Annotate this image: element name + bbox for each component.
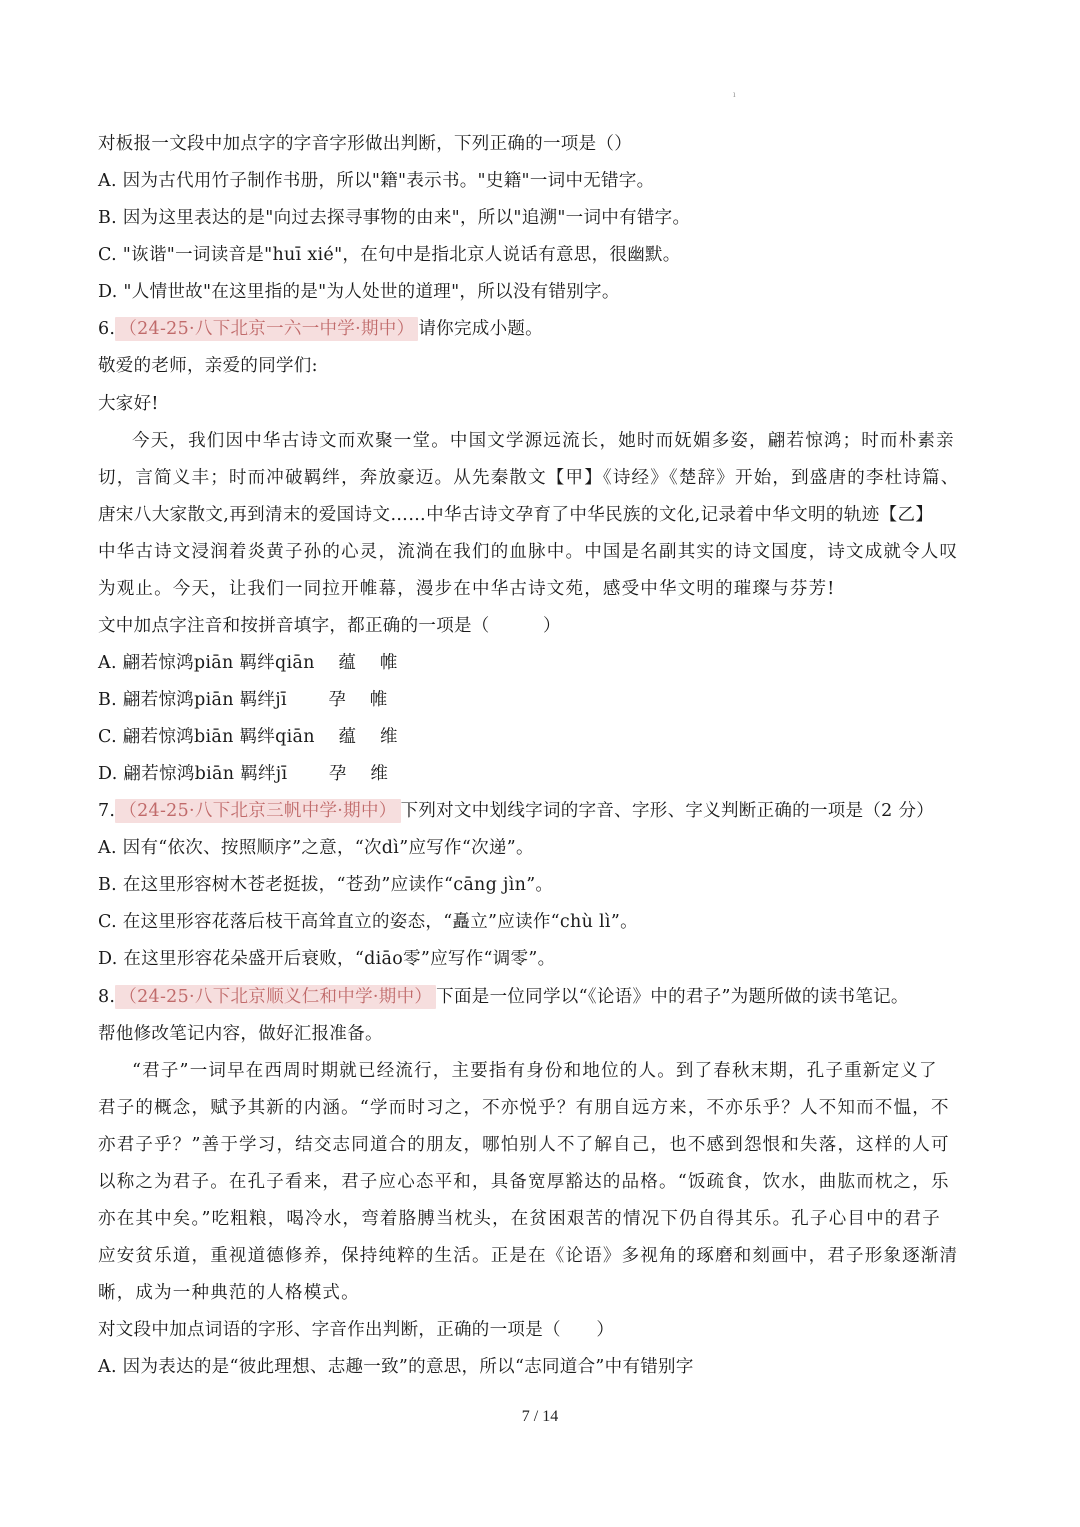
question-stem: 对板报一文段中加点字的字音字形做出判断，下列正确的一项是（）: [98, 134, 632, 154]
question-prompt: 请你完成小题。: [418, 319, 543, 339]
passage-line: 以称之为君子。在孔子看来，君子应心态平和，具备宽厚豁达的品格。“饭疏食，饮水，曲肱而枕之，乐: [98, 1172, 950, 1192]
passage-line: 唐宋八大家散文,再到清末的爱国诗文……中华古诗文孕育了中华民族的文化,记录着中华文明的轨迹【乙】: [98, 505, 934, 525]
q6-option-d: D. 翩若惊鸿biān 羁绊jī 孕 维: [98, 764, 389, 784]
page-mark: ı: [733, 90, 736, 99]
passage-line: “君子”一词早在西周时期就已经流行，主要指有身份和地位的人。到了春秋末期，孔子重新定义了: [132, 1061, 938, 1081]
passage-line: 晰，成为一种典范的人格模式。: [98, 1283, 360, 1303]
q7-option-a: A. 因有“依次、按照顺序”之意，“次dì”应写作“次递”。: [98, 838, 534, 858]
speech-greeting: 大家好!: [98, 394, 159, 414]
source-tag: （24-25·八下北京三帆中学·期中）: [115, 799, 400, 823]
q7-option-c: C. 在这里形容花落后枝干高耸直立的姿态，“矗立”应读作“chù lì”。: [98, 912, 638, 932]
q6-option-a: A. 翩若惊鸿piān 羁绊qiān 蕴 帷: [98, 653, 398, 673]
question-number: 8.: [98, 987, 116, 1007]
source-tag: （24-25·八下北京一六一中学·期中）: [115, 317, 418, 341]
option-a: A. 因为古代用竹子制作书册，所以"籍"表示书。"史籍"一词中无错字。: [98, 171, 655, 191]
passage-line: 君子的概念，赋予其新的内涵。“学而时习之，不亦悦乎？有朋自远方来，不亦乐乎？人不知而不愠，不: [98, 1098, 950, 1118]
passage-line: 中华古诗文浸润着炎黄子孙的心灵，流淌在我们的血脉中。中国是名副其实的诗文国度，诗文成就令人叹: [98, 542, 959, 562]
source-tag: （24-25·八下北京顺义仁和中学·期中）: [115, 985, 436, 1009]
question-number: 6.: [98, 319, 116, 339]
q7-option-d: D. 在这里形容花朵盛开后衰败，“diāo零”应写作“调零”。: [98, 949, 556, 969]
question-8-header: [98, 984, 988, 1010]
question-7-header: [98, 798, 988, 824]
passage-line: 亦在其中矣。”吃粗粮，喝冷水，弯着胳膊当枕头，在贫困艰苦的情况下仍自得其乐。孔子心目中的君子: [98, 1209, 941, 1229]
question-6-stem: 文中加点字注音和按拼音填字，都正确的一项是（ ）: [98, 616, 561, 636]
option-c: C. "诙谐"一词读音是"huī xié"，在句中是指北京人说话有意思，很幽默。: [98, 245, 681, 265]
passage-line: 今天，我们因中华古诗文而欢聚一堂。中国文学源远流长，她时而妩媚多姿，翩若惊鸿；时而朴素亲: [132, 431, 955, 451]
q7-option-b: B. 在这里形容树木苍老挺拔，“苍劲”应读作“cāng jìn”。: [98, 875, 554, 895]
passage-line: 切，言简义丰；时而冲破羁绊，奔放豪迈。从先秦散文【甲】《诗经》《楚辞》开始，到盛唐的李杜诗篇、: [98, 468, 960, 488]
question-prompt: 下列对文中划线字词的字音、字形、字义判断正确的一项是（2 分）: [400, 801, 935, 821]
passage-line: 应安贫乐道，重视道德修养，保持纯粹的生活。正是在《论语》多视角的琢磨和刻画中，君子形象逐渐清: [98, 1246, 959, 1266]
option-d: D. "人情世故"在这里指的是"为人处世的道理"，所以没有错别字。: [98, 282, 620, 302]
q6-option-c: C. 翩若惊鸿biān 羁绊qiān 蕴 维: [98, 727, 398, 747]
speech-salutation: 敬爱的老师，亲爱的同学们:: [98, 356, 318, 376]
q8-option-a: A. 因为表达的是“彼此理想、志趣一致”的意思，所以“志同道合”中有错别字: [98, 1357, 694, 1377]
question-number: 7.: [98, 801, 116, 821]
option-b: B. 因为这里表达的是"向过去探寻事物的由来"，所以"追溯"一词中有错字。: [98, 208, 691, 228]
passage-line: 亦君子乎？”善于学习，结交志同道合的朋友，哪怕别人不了解自己，也不感到怨恨和失落，这样的人可: [98, 1135, 950, 1155]
question-prompt: 下面是一位同学以“《论语》中的君子”为题所做的读书笔记。: [436, 987, 909, 1007]
page-number: 7 / 14: [521, 1408, 559, 1425]
question-6-header: [98, 316, 988, 342]
question-8-stem: 对文段中加点词语的字形、字音作出判断，正确的一项是（ ）: [98, 1320, 615, 1340]
question-8-prompt-continued: 帮他修改笔记内容，做好汇报准备。: [98, 1024, 383, 1044]
passage-line: 为观止。今天，让我们一同拉开帷幕，漫步在中华古诗文苑，感受中华文明的璀璨与芬芳!: [98, 579, 836, 599]
q6-option-b: B. 翩若惊鸿piān 羁绊jī 孕 帷: [98, 690, 388, 710]
